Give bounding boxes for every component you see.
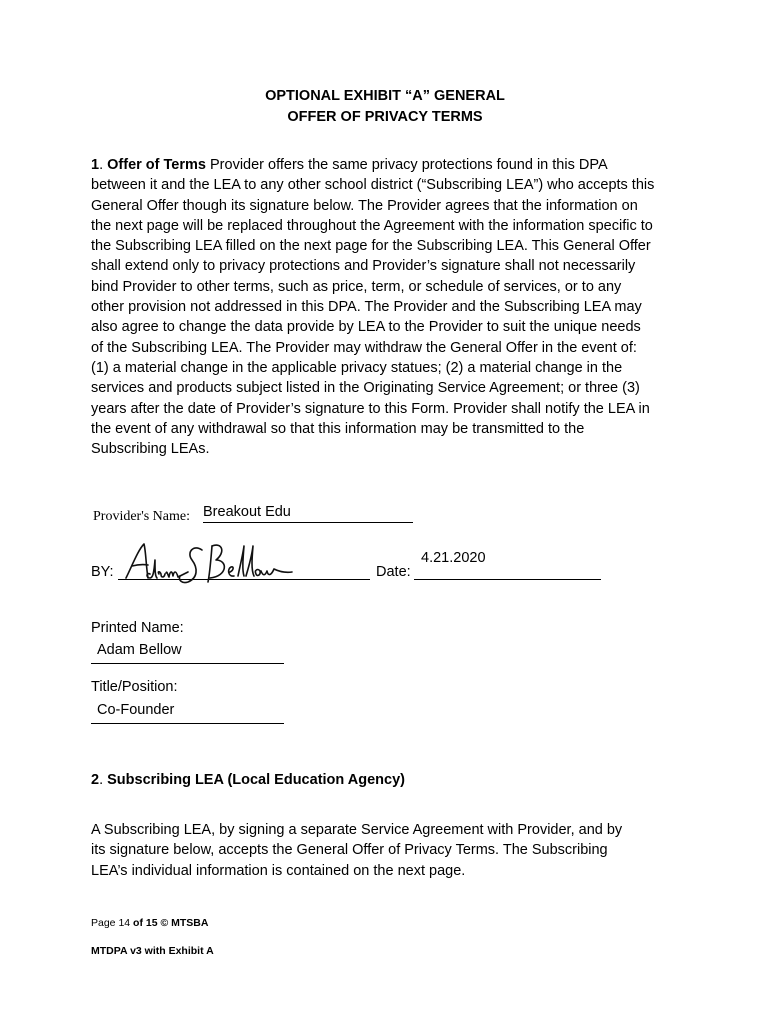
provider-name-line — [203, 522, 413, 523]
section-2-paragraph: A Subscribing LEA, by signing a separate Service Agreement with Provider, and by its signature below, accepts the General Offer of Privacy Terms. The Subscribing LEA’s individual information is contained on the next page. — [91, 822, 623, 879]
printed-name-label: Printed Name: — [91, 620, 184, 636]
document-name: MTDPA v3 with Exhibit A — [91, 945, 214, 957]
title-position-line — [91, 723, 284, 724]
section-2-heading: Subscribing LEA (Local Education Agency) — [107, 772, 405, 788]
page-number-suffix: of 15 © MTSBA — [133, 917, 209, 929]
by-label: BY: — [91, 564, 114, 580]
section-2-heading-line — [91, 771, 405, 789]
date-value: 4.21.2020 — [421, 550, 486, 566]
exhibit-subtitle: OFFER OF PRIVACY TERMS — [287, 109, 483, 125]
printed-name-value: Adam Bellow — [97, 642, 182, 658]
date-label: Date: — [376, 564, 411, 580]
section-1-paragraph — [91, 155, 691, 459]
exhibit-title: OPTIONAL EXHIBIT “A” GENERAL — [265, 88, 505, 104]
section-2-number: 2 — [91, 772, 100, 788]
section-1-heading: Offer of Terms — [107, 157, 206, 173]
section-1-separator: . — [99, 157, 108, 173]
title-position-value: Co-Founder — [97, 702, 175, 718]
section-1-number: 1 — [91, 157, 100, 173]
printed-name-line — [91, 663, 284, 664]
page-number — [91, 916, 208, 930]
date-line — [414, 579, 601, 580]
handwritten-signature — [122, 538, 302, 590]
provider-name-value: Breakout Edu — [203, 504, 291, 520]
page-number-prefix: Page 14 — [91, 917, 134, 929]
title-position-label: Title/Position: — [91, 679, 178, 695]
section-2-separator: . — [99, 772, 108, 788]
provider-name-label: Provider's Name: — [93, 509, 191, 524]
section-1-body: Provider offers the same privacy protections found in this DPA between it and the LEA to any other school district (“Subscribing LEA”) who accepts this General Offer though its signature below. The Provider agrees that the information on the next page will be replaced throughout the Agreement with the information specific to the Subscribing LEA filled on the next page for the Subscribing LEA. This General Offer shall extend only to privacy protections and Provider’s signature shall not necessarily bind Provider to other terms, such as price, term, or schedule of services, or to any other provision not addressed in this DPA. The Provider and the Subscribing LEA may also agree to change the data provide by LEA to the Provider to suit the unique needs of the Subscribing LEA. The Provider may withdraw the General Offer in the event of: (1) a material change in the applicable privacy statues; (2) a material change in the services and products subject listed in the Originating Service Agreement; or three (3) years after the date of Provider’s signature to this Form. Provider shall notify the LEA in the event of any withdrawal so that this information may be transmitted to the Subscribing LEAs. — [91, 157, 655, 458]
